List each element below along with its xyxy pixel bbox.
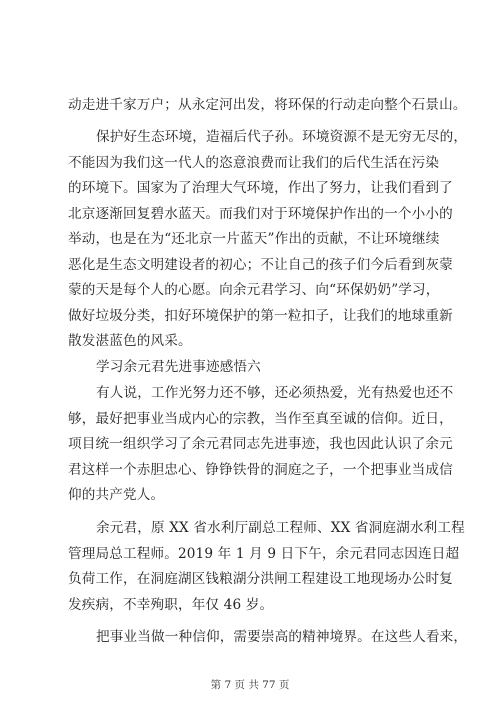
text-line: 项目统一组织学习了余元君同志先进事迹，我也因此认识了余元 [68, 436, 453, 452]
text-line: 发疾病，不幸殉职，年仅 46 岁。 [68, 597, 274, 613]
text-line: 保护好生态环境，造福后代子孙。环境资源不是无穷无尽的， [96, 129, 468, 145]
text-line: 举动，也是在为“还北京一片蓝天”作出的贡献，不让环境继续 [68, 231, 440, 247]
text-line: 管理局总工程师。2019 年 1 月 9 日下午，余元君同志因连日超 [68, 546, 460, 562]
text-line: 君这样一个赤胆忠心、铮铮铁骨的洞庭之子，一个把事业当成信 [68, 462, 453, 478]
page-footer: 第 7 页 共 77 页 [210, 679, 290, 691]
text-line: 散发湛蓝色的风采。 [68, 333, 192, 349]
section-heading: 学习余元君先进事迹感悟六 [96, 359, 261, 375]
text-line: 仰的共产党人。 [68, 487, 165, 503]
text-line: 动走进千家万户；从永定河出发，将环保的行动走向整个石景山。 [68, 97, 467, 113]
text-line: 余元君，原 XX 省水利厅副总工程师、XX 省洞庭湖水利工程 [96, 520, 465, 536]
text-line: 蒙的天是每个人的心愿。向余元君学习、向“环保奶奶”学习， [68, 282, 440, 298]
text-line: 北京逐渐回复碧水蓝天。而我们对于环境保护作出的一个小小的 [68, 206, 453, 222]
text-line: 做好垃圾分类，扣好环境保护的第一粒扣子，让我们的地球重新 [68, 308, 453, 324]
text-line: 不能因为我们这一代人的恣意浪费而让我们的后代生活在污染 [68, 155, 440, 171]
text-line: 有人说，工作光努力还不够，还必须热爱，光有热爱也还不 [96, 385, 454, 401]
text-line: 恶化是生态文明建设者的初心；不让自己的孩子们今后看到灰蒙 [68, 257, 453, 273]
text-line: 负荷工作，在洞庭湖区钱粮湖分洪闸工程建设工地现场办公时复 [68, 571, 453, 587]
text-line: 够，最好把事业当成内心的宗教，当作至真至诚的信仰。近日， [68, 411, 453, 427]
text-line: 的环境下。国家为了治理大气环境，作出了努力，让我们看到了 [68, 180, 453, 196]
text-line: 把事业当做一种信仰，需要崇高的精神境界。在这些人看来， [96, 629, 468, 645]
